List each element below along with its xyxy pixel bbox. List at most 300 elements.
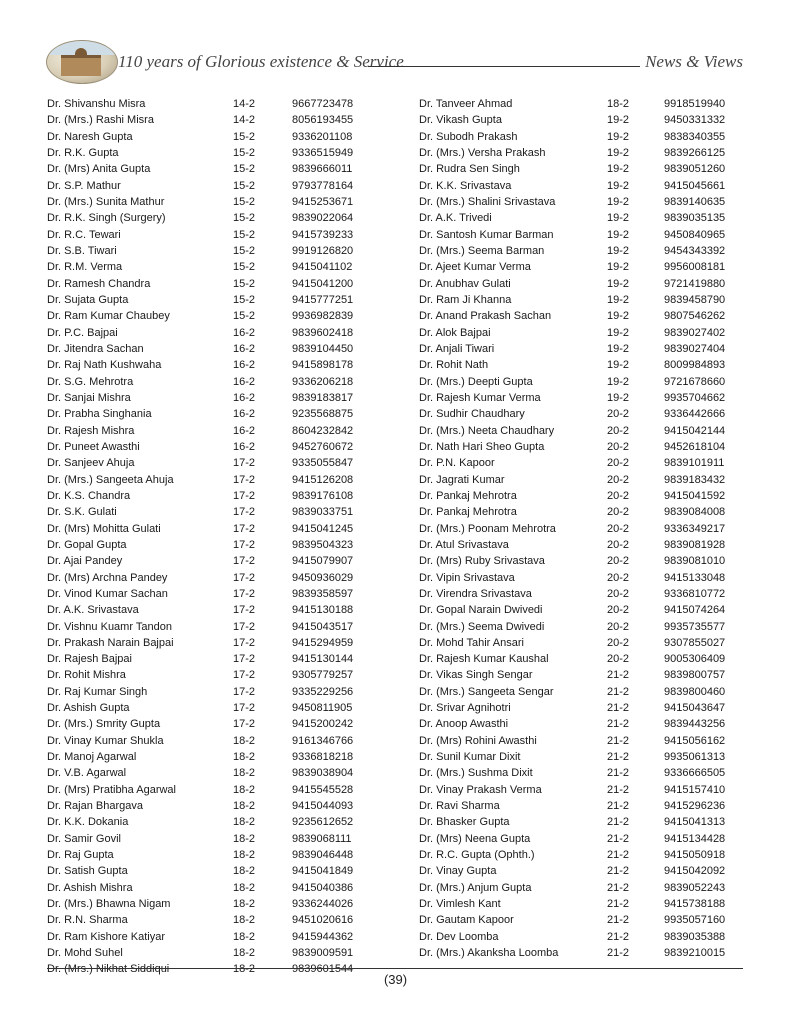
member-unit: 19-2	[607, 146, 630, 159]
member-name: Dr. Gopal Narain Dwivedi	[419, 604, 543, 617]
member-phone: 9305779257	[292, 669, 354, 682]
member-phone: 9839033751	[292, 506, 354, 519]
member-phone: 9415777251	[292, 293, 354, 306]
member-unit: 20-2	[607, 457, 630, 470]
member-unit: 19-2	[607, 310, 630, 323]
member-unit: 20-2	[607, 555, 630, 568]
member-phone: 9336201108	[292, 130, 353, 143]
member-phone: 9415126208	[292, 473, 354, 486]
member-phone: 9336515949	[292, 146, 354, 159]
member-unit: 17-2	[233, 718, 256, 731]
member-phone: 9454343392	[664, 244, 726, 257]
member-phone: 9839602418	[292, 326, 354, 339]
member-phone: 9235612652	[292, 816, 354, 829]
member-unit: 20-2	[607, 440, 630, 453]
member-phone: 9935735577	[664, 620, 726, 633]
member-unit: 16-2	[233, 375, 256, 388]
member-phone: 9415296236	[664, 800, 726, 813]
member-unit: 20-2	[607, 489, 630, 502]
member-phone: 9335055847	[292, 457, 354, 470]
member-unit: 21-2	[607, 783, 630, 796]
member-unit: 19-2	[607, 359, 630, 372]
member-unit: 18-2	[233, 914, 256, 927]
member-name: Dr. (Mrs) Pratibha Agarwal	[47, 783, 176, 796]
member-unit: 21-2	[607, 865, 630, 878]
member-unit: 15-2	[233, 195, 256, 208]
member-name: Dr. R.K. Singh (Surgery)	[47, 212, 166, 225]
member-name: Dr. Vishnu Kuamr Tandon	[47, 620, 172, 633]
member-name: Dr. Ashish Gupta	[47, 702, 130, 715]
member-unit: 20-2	[607, 653, 630, 666]
member-name: Dr. S.K. Gulati	[47, 506, 117, 519]
member-phone: 9415133048	[664, 571, 726, 584]
member-name: Dr. Prabha Singhania	[47, 408, 152, 421]
footer-rule	[47, 968, 743, 969]
member-phone: 9005306409	[664, 653, 726, 666]
member-phone: 9415042144	[664, 424, 726, 437]
member-unit: 15-2	[233, 146, 256, 159]
member-unit: 18-2	[233, 947, 256, 960]
member-name: Dr. K.K. Srivastava	[419, 179, 512, 192]
member-name: Dr. P.N. Kapoor	[419, 457, 495, 470]
member-unit: 18-2	[233, 767, 256, 780]
member-name: Dr. Raj Nath Kushwaha	[47, 359, 162, 372]
member-unit: 20-2	[607, 408, 630, 421]
member-unit: 19-2	[607, 228, 630, 241]
member-name: Dr. Anubhav Gulati	[419, 277, 511, 290]
member-phone: 9839027404	[664, 342, 726, 355]
member-phone: 9956008181	[664, 261, 726, 274]
member-unit: 15-2	[233, 130, 256, 143]
member-name: Dr. (Mrs.) Sangeeta Ahuja	[47, 473, 174, 486]
member-unit: 19-2	[607, 342, 630, 355]
member-unit: 20-2	[607, 587, 630, 600]
member-unit: 19-2	[607, 261, 630, 274]
member-name: Dr. (Mrs.) Nikhat Siddiqui	[47, 963, 170, 976]
member-unit: 20-2	[607, 604, 630, 617]
member-phone: 9935704662	[664, 391, 726, 404]
member-unit: 17-2	[233, 555, 256, 568]
member-unit: 19-2	[607, 277, 630, 290]
member-phone: 9839210015	[664, 947, 726, 960]
member-unit: 15-2	[233, 163, 256, 176]
member-unit: 21-2	[607, 800, 630, 813]
member-name: Dr. Anjali Tiwari	[419, 342, 495, 355]
member-name: Dr. Ajeet Kumar Verma	[419, 261, 531, 274]
member-unit: 19-2	[607, 130, 630, 143]
member-name: Dr. Atul Srivastava	[419, 538, 509, 551]
member-phone: 9450840965	[664, 228, 726, 241]
member-unit: 17-2	[233, 489, 256, 502]
member-unit: 21-2	[607, 881, 630, 894]
member-name: Dr. S.G. Mehrotra	[47, 375, 134, 388]
member-name: Dr. (Mrs.) Sunita Mathur	[47, 195, 165, 208]
member-unit: 19-2	[607, 195, 630, 208]
member-phone: 9839046448	[292, 849, 354, 862]
member-unit: 16-2	[233, 342, 256, 355]
member-unit: 17-2	[233, 653, 256, 666]
member-unit: 18-2	[233, 865, 256, 878]
member-name: Dr. Rajan Bhargava	[47, 800, 143, 813]
header-title: 110 years of Glorious existence & Service	[118, 52, 404, 71]
member-phone: 9415056162	[664, 734, 726, 747]
member-name: Dr. Nath Hari Sheo Gupta	[419, 440, 545, 453]
member-name: Dr. (Mrs.) Bhawna Nigam	[47, 898, 171, 911]
member-unit: 17-2	[233, 685, 256, 698]
member-phone: 9721678660	[664, 375, 726, 388]
member-unit: 20-2	[607, 538, 630, 551]
member-name: Dr. Bhasker Gupta	[419, 816, 510, 829]
member-name: Dr. Rudra Sen Singh	[419, 163, 520, 176]
member-name: Dr. (Mrs) Neena Gupta	[419, 832, 531, 845]
member-name: Dr. Ram Kumar Chaubey	[47, 310, 170, 323]
member-name: Dr. Anand Prakash Sachan	[419, 310, 552, 323]
member-phone: 9839038904	[292, 767, 354, 780]
member-name: Dr. (Mrs) Rohini Awasthi	[419, 734, 537, 747]
member-unit: 15-2	[233, 212, 256, 225]
member-unit: 17-2	[233, 587, 256, 600]
member-phone: 9839504323	[292, 538, 354, 551]
member-unit: 20-2	[607, 522, 630, 535]
member-unit: 16-2	[233, 440, 256, 453]
member-phone: 9307855027	[664, 636, 726, 649]
member-unit: 21-2	[607, 898, 630, 911]
member-phone: 9839081010	[664, 555, 726, 568]
member-unit: 18-2	[607, 98, 630, 110]
member-unit: 18-2	[233, 849, 256, 862]
member-name: Dr. R.M. Verma	[47, 261, 123, 274]
member-unit: 18-2	[233, 963, 256, 976]
member-name: Dr. Naresh Gupta	[47, 130, 133, 143]
member-unit: 21-2	[607, 767, 630, 780]
member-name: Dr. Rajesh Kumar Kaushal	[419, 653, 549, 666]
member-name: Dr. R.N. Sharma	[47, 914, 128, 927]
member-unit: 21-2	[607, 669, 630, 682]
member-phone: 8009984893	[664, 359, 726, 372]
member-phone: 9721419880	[664, 277, 726, 290]
member-phone: 9667723478	[292, 98, 354, 110]
member-phone: 9415253671	[292, 195, 354, 208]
member-unit: 15-2	[233, 310, 256, 323]
member-unit: 21-2	[607, 947, 630, 960]
member-phone: 9415545528	[292, 783, 354, 796]
member-name: Dr. Rajesh Kumar Verma	[419, 391, 541, 404]
member-unit: 19-2	[607, 114, 630, 127]
member-name: Dr. Ram Kishore Katiyar	[47, 930, 165, 943]
member-name: Dr. (Mrs.) Neeta Chaudhary	[419, 424, 555, 437]
member-name: Dr. Raj Kumar Singh	[47, 685, 148, 698]
member-phone: 9839666011	[292, 163, 353, 176]
member-name: Dr. Puneet Awasthi	[47, 440, 140, 453]
member-unit: 20-2	[607, 473, 630, 486]
member-unit: 20-2	[607, 571, 630, 584]
member-name: Dr. Samir Govil	[47, 832, 121, 845]
member-phone: 9450936029	[292, 571, 354, 584]
member-phone: 9919126820	[292, 244, 354, 257]
member-unit: 19-2	[607, 391, 630, 404]
member-phone: 9839176108	[292, 489, 354, 502]
member-unit: 15-2	[233, 244, 256, 257]
member-name: Dr. Satish Gupta	[47, 865, 128, 878]
member-name: Dr. Ajai Pandey	[47, 555, 123, 568]
member-phone: 9839068111	[292, 832, 352, 845]
member-unit: 15-2	[233, 179, 256, 192]
member-unit: 19-2	[607, 326, 630, 339]
member-name: Dr. (Mrs) Anita Gupta	[47, 163, 151, 176]
member-phone: 9839101911	[664, 457, 725, 470]
member-unit: 21-2	[607, 718, 630, 731]
member-phone: 9839035135	[664, 212, 726, 225]
building-logo-icon	[46, 40, 118, 84]
member-phone: 9415043647	[664, 702, 726, 715]
member-phone: 9936982839	[292, 310, 354, 323]
member-name: Dr. Gautam Kapoor	[419, 914, 514, 927]
member-phone: 9839022064	[292, 212, 354, 225]
header-section: News & Views	[645, 52, 743, 71]
member-phone: 9415040386	[292, 881, 354, 894]
member-phone: 9336349217	[664, 522, 726, 535]
member-name: Dr. (Mrs) Mohitta Gulati	[47, 522, 161, 535]
member-unit: 18-2	[233, 734, 256, 747]
member-unit: 16-2	[233, 359, 256, 372]
member-phone: 9415041200	[292, 277, 354, 290]
member-name: Dr. (Mrs.) Seema Dwivedi	[419, 620, 545, 633]
member-phone: 9161346766	[292, 734, 354, 747]
member-name: Dr. Santosh Kumar Barman	[419, 228, 554, 241]
member-phone: 9838340355	[664, 130, 726, 143]
member-unit: 18-2	[233, 881, 256, 894]
member-name: Dr. Alok Bajpai	[419, 326, 491, 339]
member-name: Dr. Vinay Kumar Shukla	[47, 734, 164, 747]
member-unit: 16-2	[233, 408, 256, 421]
member-phone: 9839800757	[664, 669, 726, 682]
member-phone: 9793778164	[292, 179, 354, 192]
member-name: Dr. (Mrs) Ruby Srivastava	[419, 555, 545, 568]
member-unit: 16-2	[233, 391, 256, 404]
member-unit: 14-2	[233, 98, 256, 110]
member-unit: 18-2	[233, 832, 256, 845]
member-phone: 9336244026	[292, 898, 354, 911]
member-phone: 9415130188	[292, 604, 354, 617]
member-name: Dr. Pankaj Mehrotra	[419, 506, 517, 519]
member-phone: 9839358597	[292, 587, 354, 600]
member-name: Dr. Gopal Gupta	[47, 538, 127, 551]
member-name: Dr. Srivar Agnihotri	[419, 702, 511, 715]
member-name: Dr. Ravi Sharma	[419, 800, 500, 813]
member-phone: 9415041102	[292, 261, 353, 274]
member-name: Dr. Rajesh Mishra	[47, 424, 135, 437]
member-name: Dr. Tanveer Ahmad	[419, 98, 513, 110]
member-name: Dr. Shivanshu Misra	[47, 98, 146, 110]
member-unit: 18-2	[233, 751, 256, 764]
member-unit: 17-2	[233, 457, 256, 470]
member-unit: 19-2	[607, 179, 630, 192]
member-phone: 9415041592	[664, 489, 726, 502]
member-name: Dr. S.P. Mathur	[47, 179, 121, 192]
member-unit: 17-2	[233, 538, 256, 551]
member-name: Dr. (Mrs.) Versha Prakash	[419, 146, 546, 159]
member-name: Dr. Anoop Awasthi	[419, 718, 509, 731]
member-name: Dr. V.B. Agarwal	[47, 767, 127, 780]
member-name: Dr. Virendra Srivastava	[419, 587, 532, 600]
member-name: Dr. (Mrs.) Sushma Dixit	[419, 767, 533, 780]
member-phone: 9415944362	[292, 930, 354, 943]
member-unit: 19-2	[607, 375, 630, 388]
member-unit: 18-2	[233, 930, 256, 943]
member-phone: 9839601544	[292, 963, 354, 976]
member-unit: 17-2	[233, 473, 256, 486]
member-name: Dr. Manoj Agarwal	[47, 751, 137, 764]
member-name: Dr. Vimlesh Kant	[419, 898, 501, 911]
member-unit: 17-2	[233, 506, 256, 519]
member-unit: 18-2	[233, 898, 256, 911]
member-name: Dr. Vipin Srivastava	[419, 571, 515, 584]
member-phone: 9839104450	[292, 342, 354, 355]
member-phone: 9839458790	[664, 293, 726, 306]
member-phone: 9839027402	[664, 326, 726, 339]
member-name: Dr. Sanjai Mishra	[47, 391, 131, 404]
member-name: Dr. (Mrs.) Rashi Misra	[47, 114, 154, 127]
member-name: Dr. A.K. Srivastava	[47, 604, 139, 617]
member-phone: 9336206218	[292, 375, 354, 388]
member-unit: 15-2	[233, 293, 256, 306]
member-phone: 9415041313	[664, 816, 726, 829]
member-name: Dr. R.C. Tewari	[47, 228, 121, 241]
member-name: Dr. Vikas Singh Sengar	[419, 669, 533, 682]
member-name: Dr. (Mrs) Archna Pandey	[47, 571, 168, 584]
member-phone: 9452618104	[664, 440, 726, 453]
member-unit: 21-2	[607, 816, 630, 829]
member-name: Dr. (Mrs.) Poonam Mehrotra	[419, 522, 556, 535]
member-name: Dr. (Mrs.) Akanksha Loomba	[419, 947, 559, 960]
member-unit: 19-2	[607, 244, 630, 257]
member-phone: 9839183817	[292, 391, 354, 404]
member-unit: 21-2	[607, 849, 630, 862]
member-unit: 19-2	[607, 293, 630, 306]
member-unit: 18-2	[233, 783, 256, 796]
member-unit: 15-2	[233, 261, 256, 274]
member-phone: 9415079907	[292, 555, 354, 568]
member-phone: 9935057160	[664, 914, 726, 927]
member-phone: 9839443256	[664, 718, 726, 731]
member-phone: 9839800460	[664, 685, 726, 698]
member-unit: 17-2	[233, 571, 256, 584]
member-phone: 9415043517	[292, 620, 354, 633]
member-name: Dr. (Mrs.) Shalini Srivastava	[419, 195, 556, 208]
member-name: Dr. A.K. Trivedi	[419, 212, 492, 225]
member-name: Dr. S.B. Tiwari	[47, 244, 117, 257]
member-phone: 9918519940	[664, 98, 726, 110]
member-name: Dr. Raj Gupta	[47, 849, 114, 862]
member-unit: 18-2	[233, 816, 256, 829]
member-name: Dr. Subodh Prakash	[419, 130, 518, 143]
member-unit: 21-2	[607, 734, 630, 747]
member-name: Dr. Mohd Suhel	[47, 947, 123, 960]
member-name: Dr. Sujata Gupta	[47, 293, 129, 306]
member-phone: 9235568875	[292, 408, 354, 421]
member-name: Dr. Vikash Gupta	[419, 114, 502, 127]
member-phone: 8604232842	[292, 424, 354, 437]
member-name: Dr. R.C. Gupta (Ophth.)	[419, 849, 535, 862]
member-name: Dr. (Mrs.) Sangeeta Sengar	[419, 685, 554, 698]
member-name: Dr. (Mrs.) Seema Barman	[419, 244, 545, 257]
member-name: Dr. (Mrs.) Smrity Gupta	[47, 718, 161, 731]
member-unit: 17-2	[233, 522, 256, 535]
page-number: (39)	[383, 972, 408, 987]
member-unit: 15-2	[233, 228, 256, 241]
member-phone: 9839051260	[664, 163, 726, 176]
member-unit: 16-2	[233, 326, 256, 339]
member-phone: 9807546262	[664, 310, 726, 323]
member-phone: 9450811905	[292, 702, 353, 715]
member-unit: 21-2	[607, 914, 630, 927]
member-phone: 9839081928	[664, 538, 726, 551]
member-phone: 9839183432	[664, 473, 726, 486]
member-name: Dr. Jitendra Sachan	[47, 342, 144, 355]
member-name: Dr. (Mrs.) Anjum Gupta	[419, 881, 532, 894]
member-name: Dr. Jagrati Kumar	[419, 473, 505, 486]
member-name: Dr. K.S. Chandra	[47, 489, 131, 502]
member-name: Dr. P.C. Bajpai	[47, 326, 118, 339]
member-unit: 18-2	[233, 800, 256, 813]
member-phone: 9415738188	[664, 898, 726, 911]
member-phone: 9415130144	[292, 653, 354, 666]
member-phone: 9336666505	[664, 767, 726, 780]
member-name: Dr. Vinay Gupta	[419, 865, 497, 878]
member-phone: 9335229256	[292, 685, 354, 698]
member-phone: 9415041245	[292, 522, 354, 535]
member-name: Dr. Prakash Narain Bajpai	[47, 636, 174, 649]
member-phone: 9415042092	[664, 865, 726, 878]
member-unit: 20-2	[607, 636, 630, 649]
header-rule	[368, 66, 640, 67]
member-name: Dr. Ram Ji Khanna	[419, 293, 512, 306]
member-unit: 14-2	[233, 114, 256, 127]
member-name: Dr. Sunil Kumar Dixit	[419, 751, 521, 764]
member-phone: 9839052243	[664, 881, 726, 894]
member-name: Dr. Sanjeev Ahuja	[47, 457, 135, 470]
member-phone: 9451020616	[292, 914, 354, 927]
member-phone: 9415157410	[664, 783, 726, 796]
member-phone: 9415045661	[664, 179, 726, 192]
member-name: Dr. Sudhir Chaudhary	[419, 408, 525, 421]
member-phone: 9839009591	[292, 947, 354, 960]
member-name: Dr. Vinod Kumar Sachan	[47, 587, 168, 600]
member-phone: 9839266125	[664, 146, 726, 159]
member-name: Dr. (Mrs.) Deepti Gupta	[419, 375, 533, 388]
member-phone: 9450331332	[664, 114, 726, 127]
member-phone: 9839035388	[664, 930, 726, 943]
member-unit: 20-2	[607, 424, 630, 437]
page-header	[0, 0, 791, 100]
member-name: Dr. Vinay Prakash Verma	[419, 783, 542, 796]
member-name: Dr. Ashish Mishra	[47, 881, 133, 894]
member-phone: 9415898178	[292, 359, 354, 372]
member-phone: 9415739233	[292, 228, 354, 241]
member-phone: 9415200242	[292, 718, 354, 731]
member-unit: 21-2	[607, 751, 630, 764]
member-unit: 17-2	[233, 702, 256, 715]
member-unit: 17-2	[233, 636, 256, 649]
member-phone: 9839140635	[664, 195, 726, 208]
member-phone: 9452760672	[292, 440, 354, 453]
member-unit: 17-2	[233, 604, 256, 617]
member-phone: 9415044093	[292, 800, 354, 813]
member-phone: 9415041849	[292, 865, 354, 878]
member-phone: 9415050918	[664, 849, 726, 862]
member-name: Dr. Ramesh Chandra	[47, 277, 151, 290]
member-phone: 9336442666	[664, 408, 726, 421]
